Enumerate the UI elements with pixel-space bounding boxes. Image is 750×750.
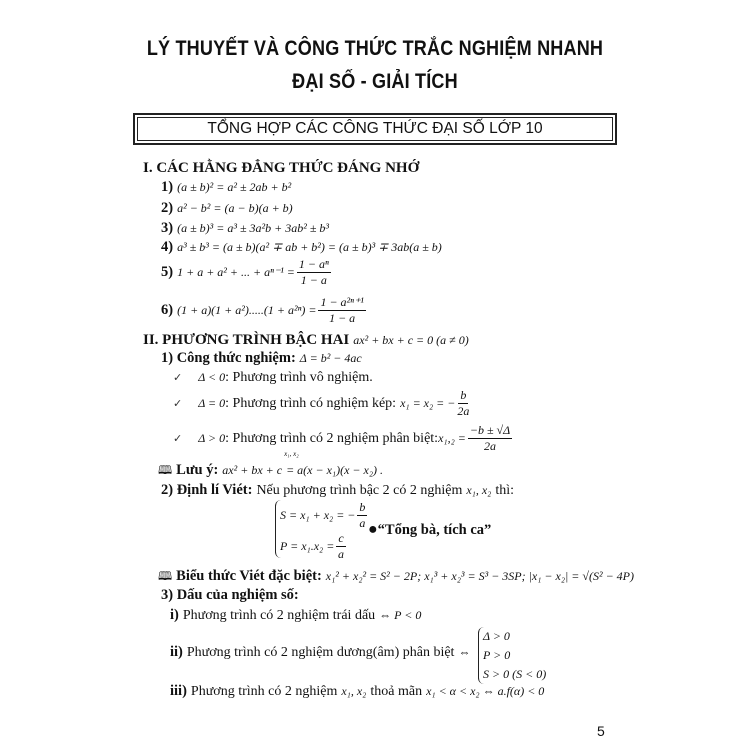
- fraction: $\frac{\text{1 − a²ⁿ⁺¹}}{1 - a}$: [320, 295, 364, 325]
- conditions-system: [478, 627, 546, 684]
- text: Phương trình có 2 nghiệm: [190, 684, 338, 699]
- formula: x₁² + x₂² = S² − 2P; x₁³ + x₂³ = S³ − 3SP; |x₁ − x₂| = √(S² − 4P): [325, 569, 635, 583]
- page-number: 5: [597, 723, 605, 739]
- text: thì:: [495, 483, 515, 498]
- formula: P = x₁.x₂ =: [280, 539, 335, 554]
- formula: x₁, x₂: [466, 483, 492, 497]
- fraction: $\frac{-b \pm √\Delta}{2a}$: [469, 423, 511, 453]
- sub-heading: 3) Dấu của nghiệm số:: [161, 587, 299, 603]
- case-text: : Phương trình có 2 nghiệm phân biệt:: [225, 431, 439, 447]
- formula: (a ± b)³ = a³ ± 3a²b + 3ab² ± b³: [177, 221, 330, 235]
- text: Nếu phương trình bậc 2 có 2 nghiệm: [256, 483, 463, 498]
- item-label: ii): [170, 644, 183, 660]
- formula: x₁ = x₂ = −: [400, 396, 456, 411]
- note-label: Lưu ý:: [176, 462, 219, 478]
- fraction: $\frac{b}{a}$: [359, 500, 366, 530]
- pointer-icon: ●: [368, 521, 378, 538]
- condition: S > 0 (S < 0): [483, 667, 547, 681]
- fraction: $\frac{b}{2a}$: [457, 388, 470, 418]
- formula: ⇔ P < 0: [379, 608, 422, 622]
- case-text: : Phương trình vô nghiệm.: [225, 370, 373, 385]
- section-2-heading: II. PHƯƠNG TRÌNH BẬC HAI: [143, 332, 350, 348]
- formula: x₁ < α < x₂ ⇔ a.f(α) < 0: [426, 684, 545, 698]
- check-icon: ✓: [173, 433, 183, 446]
- item-label: 5): [161, 264, 174, 281]
- check-icon: ✓: [173, 372, 183, 384]
- heading-box-text: TỔNG HỢP CÁC CÔNG THỨC ĐẠI SỐ LỚP 10: [137, 117, 613, 141]
- condition: Δ > 0: [483, 629, 510, 643]
- formula: x₁,₂ =: [438, 431, 466, 446]
- formula: x₁, x₂: [341, 684, 367, 698]
- formula: (1 + a)(1 + a²).....(1 + a²ⁿ) =: [177, 303, 317, 318]
- case-text: : Phương trình có nghiệm kép:: [225, 396, 397, 412]
- condition: P > 0: [483, 648, 511, 662]
- formula: a² − b² = (a − b)(a + b): [177, 201, 293, 215]
- item-label: iii): [170, 683, 187, 699]
- sub-heading: 1) Công thức nghiệm:: [161, 350, 296, 366]
- text: Phương trình có 2 nghiệm trái dấu: [182, 608, 376, 623]
- item-label: i): [170, 607, 179, 623]
- heading-box: [133, 113, 617, 145]
- fraction: $\frac{\text{1 − aⁿ}}{1 - a}$: [298, 257, 329, 287]
- formula: Δ = b² − 4ac: [299, 351, 362, 365]
- item-label: 3): [161, 220, 174, 236]
- book-icon: 🕮: [158, 569, 173, 583]
- condition: Δ = 0: [198, 396, 226, 411]
- sub-heading: 2) Định lí Viét:: [161, 482, 253, 498]
- fraction: $\frac{c}{a}$: [337, 531, 344, 561]
- formula: ax² + bx + c: [222, 463, 283, 477]
- formula: 1 + a + a² + ... + aⁿ⁻¹ =: [177, 265, 295, 280]
- formula: ax² + bx + c = 0 (a ≠ 0): [353, 333, 469, 347]
- viet-system: [275, 500, 369, 561]
- formula: = a(x − x₁)(x − x₂) .: [286, 463, 384, 477]
- text: Phương trình có 2 nghiệm dương(âm) phân biệt: [186, 645, 455, 660]
- over-label: x₁, x₂: [284, 450, 299, 458]
- check-icon: ✓: [173, 398, 183, 411]
- formula: (a ± b)² = a² ± 2ab + b²: [177, 180, 292, 194]
- title-line-1: LÝ THUYẾT VÀ CÔNG THỨC TRẮC NGHIỆM NHANH: [146, 37, 604, 60]
- item-label: 6): [161, 302, 174, 319]
- item-label: 2): [161, 200, 174, 216]
- section-1-heading: I. CÁC HẰNG ĐẲNG THỨC ĐÁNG NHỚ: [143, 160, 420, 176]
- mnemonic: “Tổng bà, tích ca”: [377, 522, 492, 538]
- book-icon: 🕮: [158, 463, 173, 477]
- formula: a³ ± b³ = (a ± b)(a² ∓ ab + b²) = (a ± b)³ ∓ 3ab(a ± b): [177, 240, 442, 254]
- item-label: 1): [161, 179, 174, 195]
- item-label: 4): [161, 239, 174, 255]
- note-label: Biểu thức Viét đặc biệt:: [176, 568, 322, 584]
- title-line-2: ĐẠI SỐ - GIẢI TÍCH: [292, 70, 458, 93]
- text: thoả mãn: [370, 684, 423, 699]
- condition: Δ < 0: [198, 370, 226, 384]
- formula: ⇔: [458, 645, 471, 659]
- formula: S = x₁ + x₂ = −: [280, 508, 356, 523]
- condition: Δ > 0: [198, 431, 226, 446]
